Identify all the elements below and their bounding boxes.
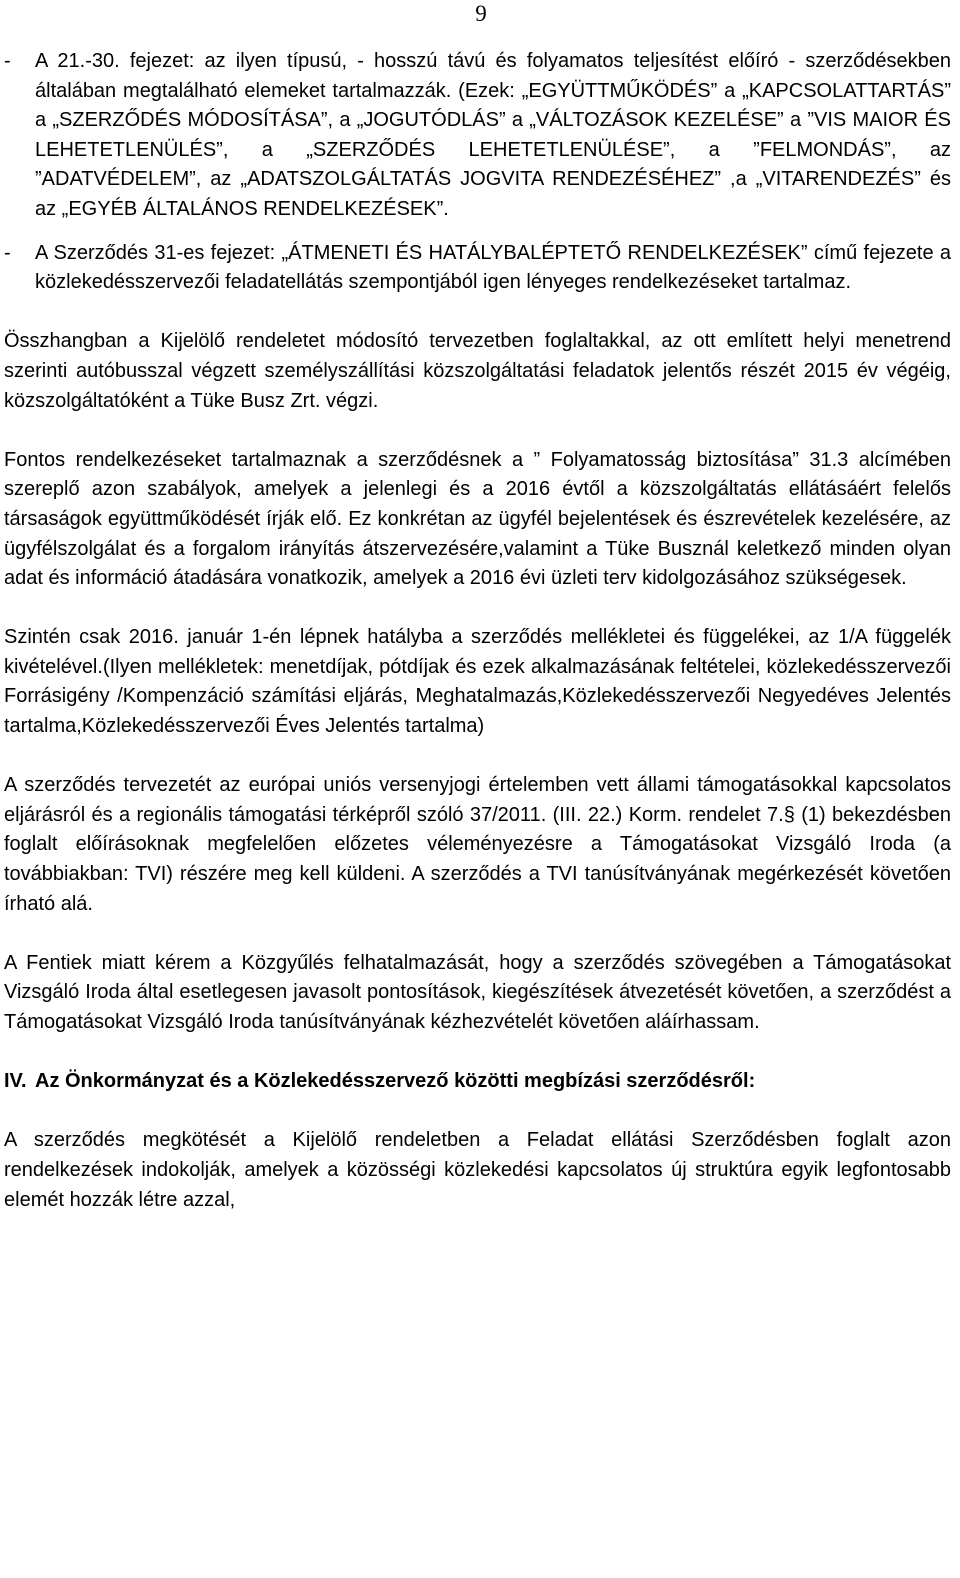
paragraph-megbizasi-szerzodes: A szerződés megkötését a Kijelölő rendeletben a Feladat ellátási Szerződésben foglalt azon rendelkezések indokolják, amelyek a közösségi közlekedési kapcsolatos új struktúra egyik legfontosabb elemét hozzák létre azzal, <box>4 1129 951 1211</box>
section-number: IV. <box>4 1070 27 1093</box>
bullet-text: A 21.-30. fejezet: az ilyen típusú, - hosszú távú és folyamatos teljesítést előíró - szerződésekben általában megtalálható elemeket tartalmazzák. (Ezek: „EGYÜTTMŰKÖDÉS” a „KAPCSOLATTARTÁS” a „SZERZŐDÉS MÓDOSÍTÁSA”, a „JOGUTÓDLÁS” a „VÁLTOZÁSOK KEZELÉSE” a ”VIS MAIOR ÉS LEHETETLENÜLÉS”, a „SZERZŐDÉS LEHETETLENÜLÉSE”, a ”FELMONDÁS”, az ”ADATVÉDELEM”, az „ADATSZOLGÁLTATÁS JOGVITA RENDEZÉSÉHEZ” ,a „VITARENDEZÉS” és az „EGYÉB ÁLTALÁNOS RENDELKEZÉSEK”. <box>35 50 951 220</box>
paragraph-tvi-velemenyezes: A szerződés tervezetét az európai uniós versenyjogi értelemben vett állami támogatásokkal kapcsolatos eljárásról és a regionális támogatási térképről szóló 37/2011. (III. 22.) Korm. rendelet 7.§ (1) bekezdésben foglalt előírásoknak megfelelően előzetes véleményezésre a Támogatásokat Vizsgáló Iroda (a továbbiakban: TVI) részére meg kell küldeni. A szerződés a TVI tanúsítványának megérkezését követően írható alá. <box>4 774 951 915</box>
section-title: Az Önkormányzat és a Közlekedésszervező közötti megbízási szerződésről: <box>35 1070 756 1093</box>
page-number: 9 <box>475 1 487 26</box>
paragraph-kijelolo-rendelet: Összhangban a Kijelölő rendeletet módosító tervezetben foglaltakkal, az ott említett helyi menetrend szerinti autóbusszal végzett személyszállítási közszolgáltatási feladatok jelentős részét 2015 év végéig, közszolgáltatóként a Tüke Busz Zrt. végzi. <box>4 330 951 412</box>
paragraph-felhatalmazas: A Fentiek miatt kérem a Közgyűlés felhatalmazását, hogy a szerződés szövegében a Támogatásokat Vizsgáló Iroda által esetlegesen javasolt pontosítások, kiegészítések átvezetését követően, a szerződést a Támogatásokat Vizsgáló Iroda tanúsítványának kézhezvételét követően aláírhassam. <box>4 951 951 1033</box>
section-heading <box>4 1067 951 1097</box>
bullet-item-chapter-31 <box>4 239 951 298</box>
bullet-dash: - <box>4 241 11 264</box>
document-body <box>4 47 951 1215</box>
bullet-text: A Szerződés 31-es fejezet: „ÁTMENETI ÉS HATÁLYBALÉPTETŐ RENDELKEZÉSEK” című fejezete a közlekedésszervezői feladatellátás szempontjából igen lényeges rendelkezéseket tartalmaz. <box>35 241 951 294</box>
paragraph-folyamatossag: Fontos rendelkezéseket tartalmaznak a szerződésnek a ” Folyamatosság biztosítása” 31.3 alcímében szereplő azon szabályok, amelyek a jelenlegi és a 2016 évtől a közszolgáltatás ellátásáért felelős társaságok együttműködését írják elő. Ez konkrétan az ügyfél bejelentések és észrevételek kezelésére, az ügyfélszolgálat és a forgalom irányítás átszervezésére,valamint a Tüke Busznál keletkező minden olyan adat és információ átadására vonatkozik, amelyek a 2016 évi üzleti terv kidolgozásához szükségesek. <box>4 448 951 590</box>
bullet-dash: - <box>4 50 11 72</box>
paragraph-mellekletek: Szintén csak 2016. január 1-én lépnek hatályba a szerződés mellékletei és függelékei, az 1/A függelék kivételével.(Ilyen mellékletek: menetdíjak, pótdíjak és ezek alkalmazásának feltételei, közlekedésszervezői Forrásigény /Kompenzáció számítási eljárás, Meghatalmazás,Közlekedésszervezői Negyedéves Jelentés tartalma,Közlekedésszervezői Éves Jelentés tartalma) <box>4 626 951 738</box>
bullet-item-chapters-21-30 <box>4 47 951 225</box>
